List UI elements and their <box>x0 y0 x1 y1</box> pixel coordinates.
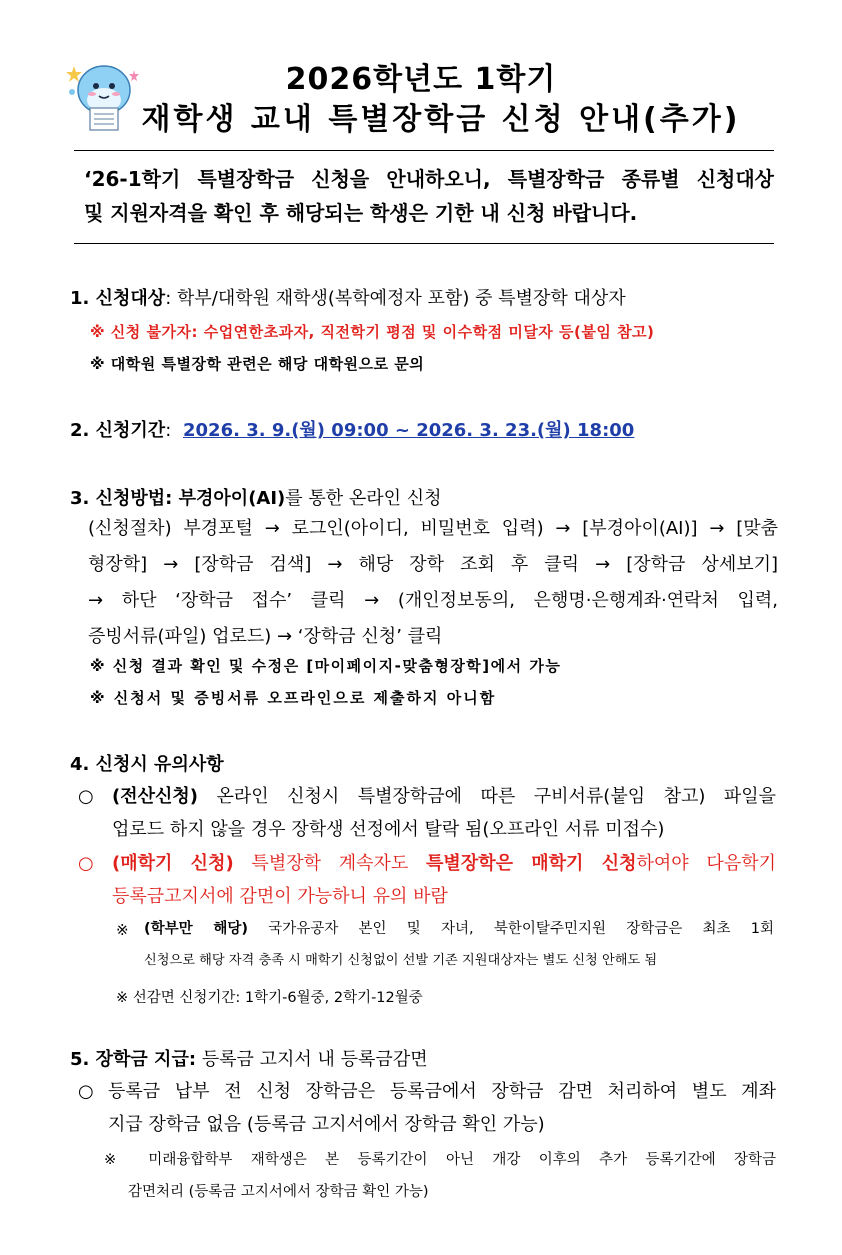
divider-bottom <box>74 243 774 244</box>
note-no-offline: ※ 신청서 및 증빙서류 오프라인으로 제출하지 아니함 <box>90 689 497 707</box>
note-text: 국가유공자 본인 및 자녀, 북한이탈주민지원 장학금은 최초 1회 <box>247 921 774 937</box>
note-check-result: ※ 신청 결과 확인 및 수정은 [마이페이지-맞춤형장학]에서 가능 <box>90 657 562 675</box>
procedure-steps <box>88 511 778 655</box>
caution-item-1 <box>112 780 776 846</box>
page-title-line2: 재학생 교내 특별장학금 신청 안내(추가) <box>141 102 741 137</box>
caution-line <box>112 780 776 813</box>
intro-line: 및 지원자격을 확인 후 해당되는 학생은 기한 내 신청 바랍니다. <box>84 201 638 225</box>
caution-emphasis: 특별장학은 매학기 신청 <box>426 853 637 874</box>
note-line: 감면처리 (등록금 고지서에서 장학금 확인 가능) <box>128 1184 429 1200</box>
bullet-circle: ○ <box>78 1081 94 1102</box>
caution-text: 특별장학 계속자도 <box>233 853 427 874</box>
caution-line <box>112 847 776 880</box>
section-1 <box>70 284 626 310</box>
procedure-step-line: 증빙서류(파일) 업로드) → ‘장학금 신청’ 클릭 <box>88 626 443 647</box>
application-period: 2026. 3. 9.(월) 09:00 ~ 2026. 3. 23.(월) 18:00 <box>183 420 635 441</box>
note-line: ※ 미래융합학부 재학생은 본 등록기간이 아닌 개강 이후의 추가 등록기간에 장학금 <box>104 1152 776 1168</box>
caution-line: 등록금고지서에 감면이 가능하니 유의 바람 <box>112 886 448 907</box>
bullet-circle: ○ <box>78 853 94 874</box>
caution-line: 업로드 하지 않을 경우 장학생 선정에서 탈락 됨(오프라인 서류 미접수) <box>112 819 665 840</box>
section-heading: 2. 신청기간 <box>70 420 166 441</box>
intro-paragraph <box>84 162 774 230</box>
caution-text: 하여야 다음학기 <box>636 853 776 874</box>
section-colon: : <box>165 420 172 441</box>
section-2 <box>70 416 634 442</box>
section-5 <box>70 1045 428 1071</box>
section-text: : 학부/대학원 재학생(복학예정자 포함) 중 특별장학 대상자 <box>165 288 626 309</box>
payment-line: 등록금 납부 전 신청 장학금은 등록금에서 장학금 감면 처리하여 별도 계좌 <box>108 1081 776 1102</box>
note-ineligible: ※ 신청 불가자: 수업연한초과자, 직전학기 평점 및 이수학점 미달자 등(붙임 참고) <box>90 323 655 341</box>
section-heading: 1. 신청대상 <box>70 288 166 309</box>
section-text: 를 통한 온라인 신청 <box>285 488 442 509</box>
note-pre-reduction: ※ 선감면 신청기간: 1학기-6월중, 2학기-12월중 <box>116 990 423 1006</box>
note-future-convergence <box>104 1144 776 1208</box>
intro-line: ‘26-1학기 특별장학금 신청을 안내하오니, 특별장학금 종류별 신청대상 <box>84 167 774 191</box>
note-mark: ※ <box>116 921 129 939</box>
payment-item <box>108 1075 776 1141</box>
section-text: 등록금 고지서 내 등록금감면 <box>196 1049 428 1070</box>
divider-top <box>74 150 774 151</box>
section-heading: 5. 장학금 지급: <box>70 1049 197 1070</box>
section-heading: 3. 신청방법: 부경아이(AI) <box>70 488 286 509</box>
note-line <box>144 914 774 945</box>
bullet-circle: ○ <box>78 786 94 807</box>
caution-text: 온라인 신청시 특별장학금에 따른 구비서류(붙임 참고) 파일을 <box>198 786 776 807</box>
note-graduate: ※ 대학원 특별장학 관련은 해당 대학원으로 문의 <box>90 355 425 373</box>
note-undergrad <box>144 914 774 976</box>
section-4-heading: 4. 신청시 유의사항 <box>70 754 224 775</box>
procedure-step-line: → 하단 ‘장학금 접수’ 클릭 → (개인정보동의, 은행명·은행계좌·연락처 입력, <box>88 590 778 611</box>
caution-item-2 <box>112 847 776 913</box>
caution-label: (매학기 신청) <box>112 853 234 874</box>
note-label: (학부만 해당) <box>144 921 248 937</box>
note-line: 신청으로 해당 자격 충족 시 매학기 신청없이 선발 기존 지원대상자는 별도 신청 안해도 됨 <box>144 953 658 968</box>
procedure-step-line: 형장학] → [장학금 검색] → 해당 장학 조회 후 클릭 → [장학금 상세보기] <box>88 554 778 575</box>
caution-label: (전산신청) <box>112 786 199 807</box>
procedure-step-line: (신청절차) 부경포털 → 로그인(아이디, 비밀번호 입력) → [부경아이(AI)] → [맞춤 <box>88 518 778 539</box>
page-title-line1: 2026학년도 1학기 <box>285 62 557 97</box>
payment-line: 지급 장학금 없음 (등록금 고지서에서 장학금 확인 가능) <box>108 1114 545 1135</box>
section-3 <box>70 484 442 510</box>
